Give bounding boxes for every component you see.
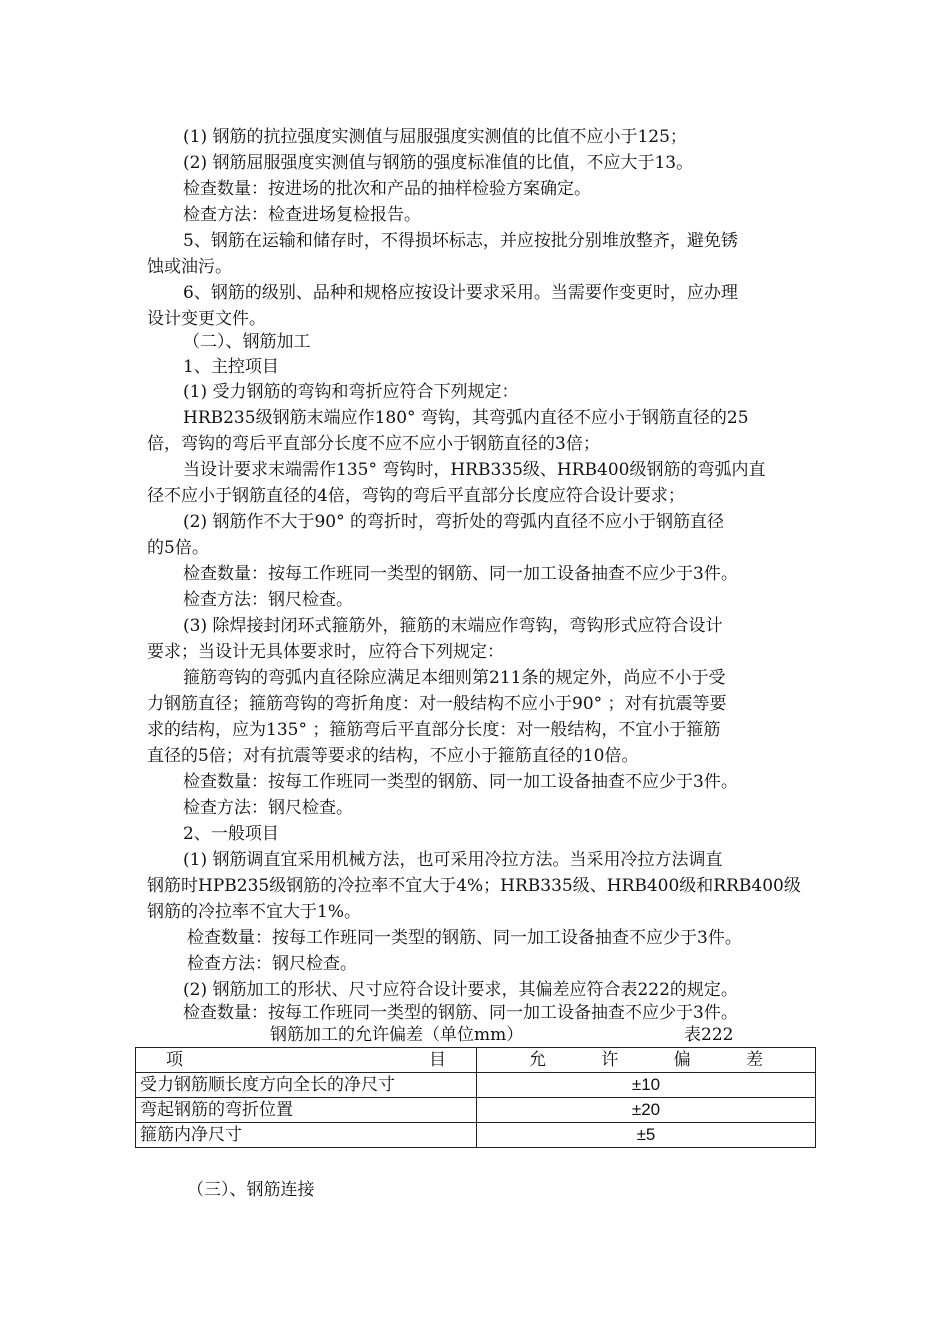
text-line: 检查数量：按每工作班同一类型的钢筋、同一加工设备抽查不应少于3件。 xyxy=(187,928,742,948)
row-value: ±10 xyxy=(477,1073,816,1098)
row-item: 弯起钢筋的弯折位置 xyxy=(136,1098,477,1123)
header-item-char: 目 xyxy=(429,1050,446,1070)
table-caption: 钢筋加工的允许偏差（单位mm） xyxy=(270,1025,524,1045)
text-line: (3) 除焊接封闭环式箍筋外，箍筋的末端应作弯钩，弯钩形式应符合设计 xyxy=(183,616,723,636)
subsection-heading: 2、一般项目 xyxy=(183,824,279,844)
text-line: 倍，弯钩的弯后平直部分长度不应不应小于钢筋直径的3倍； xyxy=(147,434,600,454)
text-line: (2) 钢筋加工的形状、尺寸应符合设计要求，其偏差应符合表222的规定。 xyxy=(183,980,738,1000)
header-deviation-char: 偏 xyxy=(673,1050,691,1070)
text-line: 设计变更文件。 xyxy=(147,309,266,329)
text-line: 要求；当设计无具体要求时，应符合下列规定： xyxy=(147,642,504,662)
table-header-row xyxy=(136,1048,816,1073)
table-row xyxy=(136,1073,816,1098)
text-line: 检查方法：检查进场复检报告。 xyxy=(183,205,421,225)
tolerance-table xyxy=(135,1047,816,1148)
text-line: (2) 钢筋屈服强度实测值与钢筋的强度标准值的比值，不应大于13。 xyxy=(183,153,694,173)
text-line: 检查数量：按每工作班同一类型的钢筋、同一加工设备抽查不应少于3件。 xyxy=(183,564,738,584)
table-row xyxy=(136,1123,816,1148)
text-line: (2) 钢筋作不大于90° 的弯折时，弯折处的弯弧内直径不应小于钢筋直径 xyxy=(183,512,725,532)
text-line: 的5倍。 xyxy=(147,538,209,558)
text-line: 检查数量：按每工作班同一类型的钢筋、同一加工设备抽查不应少于3件。 xyxy=(183,772,738,792)
text-line: 检查方法：钢尺检查。 xyxy=(187,954,357,974)
text-line: 检查方法：钢尺检查。 xyxy=(183,590,353,610)
text-line: HRB235级钢筋末端应作180° 弯钩，其弯弧内直径不应小于钢筋直径的25 xyxy=(183,408,749,428)
text-line: 力钢筋直径；箍筋弯钩的弯折角度：对一般结构不应小于90° ；对有抗震等要 xyxy=(147,694,727,714)
header-item-char: 项 xyxy=(166,1050,183,1070)
text-line: 检查方法：钢尺检查。 xyxy=(183,798,353,818)
header-deviation-char: 允 xyxy=(529,1050,546,1070)
header-deviation-char: 差 xyxy=(745,1050,763,1070)
text-line: 蚀或油污。 xyxy=(147,257,232,277)
text-line: 求的结构，应为135° ；箍筋弯后平直部分长度：对一般结构，不宜小于箍筋 xyxy=(147,720,721,740)
text-line: 6、钢筋的级别、品种和规格应按设计要求采用。当需要作变更时，应办理 xyxy=(183,283,738,303)
table-row xyxy=(136,1098,816,1123)
text-line: 5、钢筋在运输和储存时，不得损坏标志，并应按批分别堆放整齐，避免锈 xyxy=(183,231,738,251)
text-line: 钢筋的冷拉率不宜大于1%。 xyxy=(147,902,361,922)
text-line: 检查数量：按进场的批次和产品的抽样检验方案确定。 xyxy=(183,179,591,199)
row-value: ±5 xyxy=(477,1123,816,1148)
text-line: 钢筋时HPB235级钢筋的冷拉率不宜大于4%；HRB335级、HRB400级和RRB400级 xyxy=(147,876,801,896)
row-value: ±20 xyxy=(477,1098,816,1123)
row-item: 箍筋内净尺寸 xyxy=(136,1123,477,1148)
header-deviation xyxy=(477,1048,816,1073)
text-line: (1) 钢筋的抗拉强度实测值与屈服强度实测值的比值不应小于125； xyxy=(183,127,687,147)
text-line: (1) 受力钢筋的弯钩和弯折应符合下列规定： xyxy=(183,382,519,402)
text-line: 径不应小于钢筋直径的4倍，弯钩的弯后平直部分长度应符合设计要求； xyxy=(147,486,685,506)
section-heading: （二）、钢筋加工 xyxy=(183,332,311,352)
header-deviation-char: 许 xyxy=(601,1050,619,1070)
text-line: 检查数量：按每工作班同一类型的钢筋、同一加工设备抽查不应少于3件。 xyxy=(183,1003,738,1023)
header-item xyxy=(136,1048,477,1073)
subsection-heading: 1、主控项目 xyxy=(183,357,279,377)
section-heading: （三）、钢筋连接 xyxy=(187,1180,315,1200)
text-line: 当设计要求末端需作135° 弯钩时，HRB335级、HRB400级钢筋的弯弧内直 xyxy=(183,460,766,480)
row-item: 受力钢筋顺长度方向全长的净尺寸 xyxy=(136,1073,477,1098)
text-line: 直径的5倍；对有抗震等要求的结构，不应小于箍筋直径的10倍。 xyxy=(147,746,639,766)
table-number: 表222 xyxy=(684,1025,734,1045)
text-line: 箍筋弯钩的弯弧内直径除应满足本细则第211条的规定外，尚应不小于受 xyxy=(183,668,726,688)
text-line: (1) 钢筋调直宜采用机械方法，也可采用冷拉方法。当采用冷拉方法调直 xyxy=(183,850,723,870)
